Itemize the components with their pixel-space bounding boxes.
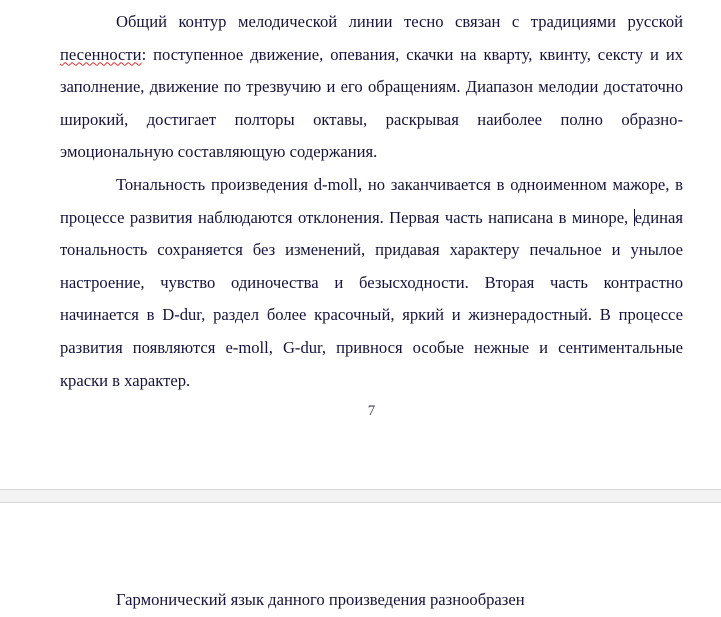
paragraph-1-text-before-spellcheck: Общий контур мелодической линии тесно связан с традициями русской bbox=[116, 12, 683, 31]
page-1-body bbox=[60, 0, 683, 397]
paragraph-tonality[interactable] bbox=[60, 169, 683, 397]
paragraph-1-text-after-spellcheck: : поступенное движение, опевания, скачки на кварту, квинту, сексту и их заполнение, движение по трезвучию и его обращениям. Диапазон мелодии достаточно широкий, достигает полторы октавы, раскрывая наиболее полно образно-эмоциональную составляющую содержания. bbox=[60, 44, 683, 162]
spellcheck-underlined-word[interactable]: песенности bbox=[60, 44, 142, 64]
page-break-separator bbox=[0, 489, 721, 503]
paragraph-melodic-contour[interactable] bbox=[60, 0, 683, 169]
paragraph-2-text-part-1: Тональность произведения d-moll, но заканчивается в одноименном мажоре, в процессе развития наблюдаются отклонения. Первая часть написана в миноре, bbox=[60, 174, 683, 227]
paragraph-harmonic-language[interactable]: Гармонический язык данного произведения разнообразен bbox=[116, 590, 525, 609]
document-page-2 bbox=[0, 504, 721, 609]
page-number-footer: 7 bbox=[367, 403, 376, 420]
page-2-body bbox=[60, 504, 683, 617]
paragraph-2-text-part-2: единая тональность сохраняется без изменений, придавая характеру печальное и унылое настроение, чувство одиночества и безысходности. Вторая часть контрастно начинается в D-dur, раздел более красочный, яркий и жизнерадостный. В процессе развития появляются e-moll, G-dur, привнося особые нежные и сентиментальные краски в характер. bbox=[60, 207, 683, 390]
